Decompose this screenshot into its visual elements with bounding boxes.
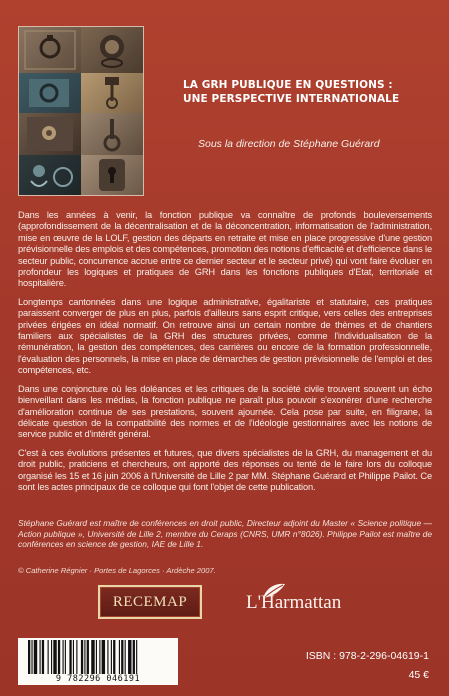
blurb-paragraph: Longtemps cantonnées dans une logique administrative, égalitariste et statutaire, ces pratiques paraissent converger de plus en plus, parfois d'ailleurs sans esprit critique, vers celles des entreprises privées érigées en idéal normatif. On retrouve ainsi un certain nombre de thèmes et de chantiers familiers aux spécialistes de la GRH des structures privées, comme l'individualisation de la rémunération, la gestion des compétences, des carrières ou encore de la formation professionnelle, l'évaluation des personnels, la mise en place de démarches de gestion prévisionnelle de l'emploi et des compétences, etc. [18,296,432,376]
price: 45 € [408,669,429,681]
isbn: ISBN : 978-2-296-04619-1 [305,650,429,662]
blurb-paragraph: C'est à ces évolutions présentes et futures, que divers spécialistes de la GRH, du management et du droit public, praticiens et chercheurs, ont apporté des réponses ou tenté de le faire lors du colloque organisé les 15 et 16 juin 2006 à l'Université de Lille 2 par MM. Stéphane Guérard et Philippe Pailot. Ce sont les actes principaux de ce colloque qui font l'objet de cette publication. [18,447,432,492]
blurb [18,210,432,500]
blurb-paragraph: Dans les années à venir, la fonction publique va connaître de profonds bouleversements (approfondissement de la décentralisation et de la déconcentration, informatisation de l'administration, mise en œuvre de la LOLF, gestion des départs en retraite et mise en place progressive d'une gestion prévisionnelle des emplois et des compétences, promotion des notions d'efficacité et d'efficience dans le secteur public, concurrence accrue entre ce dernier secteur et le secteur privé) qui vont faire évoluer en profondeur les logiques et pratiques de GRH dans les fonctions publiques d'Etat, territoriale et hospitalière. [18,210,432,289]
publisher-logo [246,582,346,614]
editor-credit: Sous la direction de Stéphane Guérard [198,138,380,150]
recemap-logo-text: RECEMAP [112,594,188,610]
book-title [183,78,433,106]
lion-knocker-photo [81,27,143,73]
blurb-paragraph: Dans une conjoncture où les doléances et les critiques de la société civile trouvent souvent un écho bienveillant dans les médias, la fonction publique ne paraît plus pouvoir s'exonérer d'une recherche d'amélioration continue de ses prestations, souvent ajournée. Cela pose par suite, en filigrane, la délicate question de la compatibilité des normes et de l'idéologie gestionnaires avec les notions de service public et d'intérêt général. [18,383,432,440]
photo-collage [18,26,144,196]
title-line-2: UNE PERSPECTIVE INTERNATIONALE [183,93,400,105]
door-knocker-photo [81,73,143,113]
barcode-bars [28,640,174,674]
publisher-name: L'Harmattan [246,592,342,613]
photo-credit: © Catherine Régnier · Portes de Lagorces · Ardèche 2007. [18,566,216,575]
keyhole-plate-photo [81,155,143,195]
recemap-logo [98,585,202,619]
authors-note: Stéphane Guérard est maître de conférences en droit public, Directeur adjoint du Master « Science politique — Action publique », Université de Lille 2, membre du Ceraps (CNRS, UMR n°8026). Philippe Pailot est maître de conférences en science de gestion, IAE de Lille 1. [18,518,432,550]
door-knocker-photo [81,113,143,155]
ornate-knob-photo [19,113,81,155]
door-knocker-photo [19,27,81,73]
ring-handle-photo [19,73,81,113]
barcode-digits: 9 782296 046191 [55,674,141,684]
barcode [18,638,178,685]
knocker-ring-photo [19,155,81,195]
title-line-1: LA GRH PUBLIQUE EN QUESTIONS : [183,79,393,91]
